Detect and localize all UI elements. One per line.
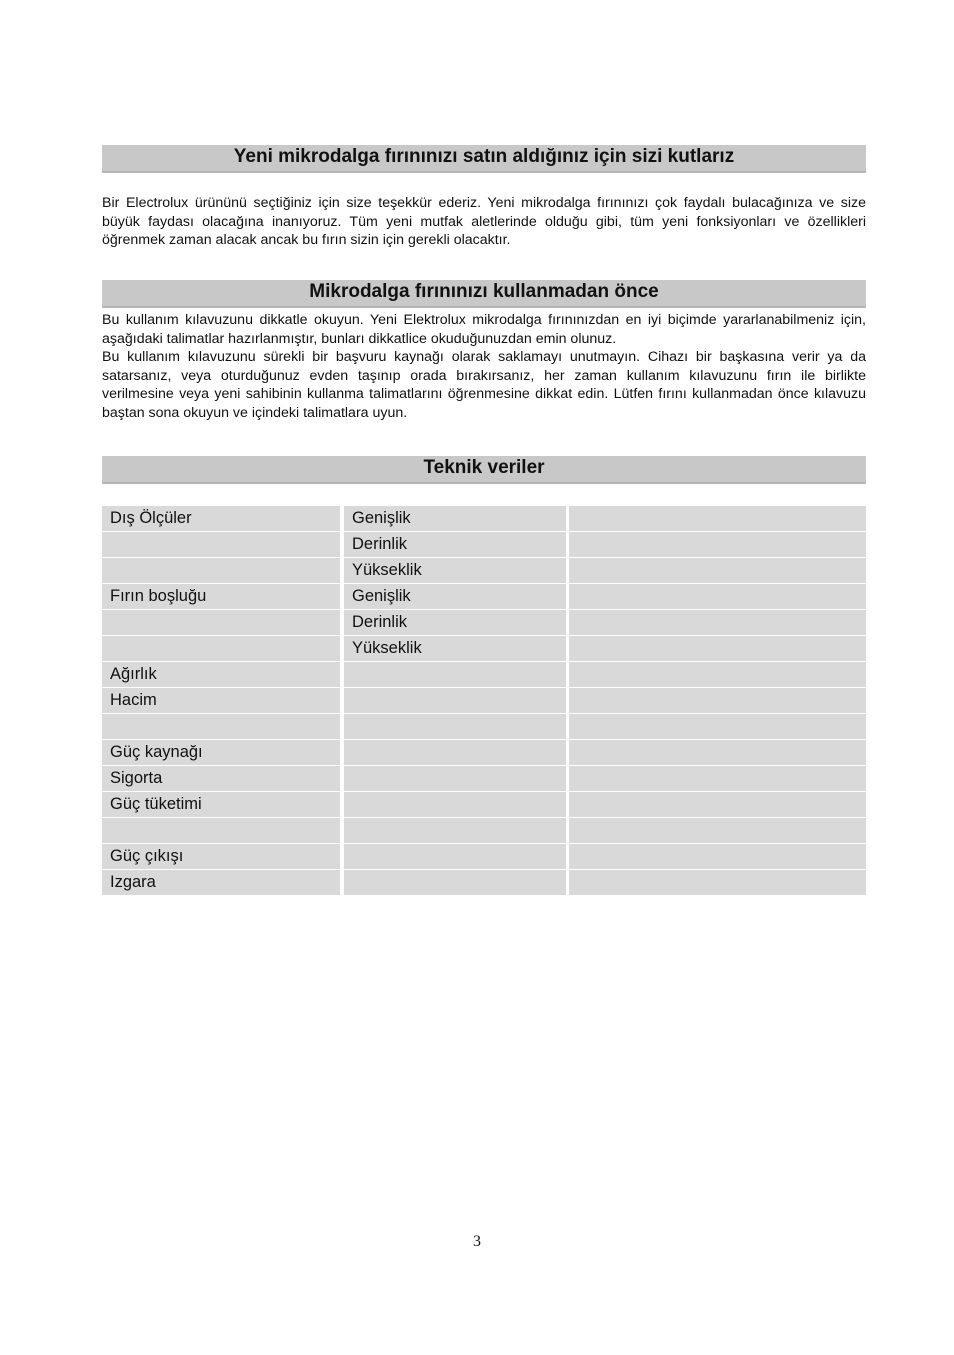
table-row bbox=[102, 714, 866, 739]
spec-value-cell bbox=[566, 610, 866, 635]
before-use-text-2: Bu kullanım kılavuzunu sürekli bir başvuru kaynağı olarak saklamayı unutmayın. Cihazı bir başkasına verir ya da satarsanız, veya oturduğunuz evden taşınıp orada bırakırsanız, her zaman kullanım kılavuzunu fırın ile birlikte verilmesine veya yeni sahibinin kullanma talimatlarını öğrenmesine dikkat edin. Lütfen fırını kullanmadan önce kılavuzu baştan sona okuyun ve içindeki talimatlara uyun. bbox=[102, 349, 866, 421]
table-row bbox=[102, 532, 866, 557]
spec-sublabel-cell bbox=[340, 740, 566, 765]
spec-value-cell bbox=[566, 792, 866, 817]
spec-sublabel-cell bbox=[340, 766, 566, 791]
table-row bbox=[102, 740, 866, 765]
table-row bbox=[102, 558, 866, 583]
spec-sublabel-cell bbox=[340, 688, 566, 713]
spec-value-cell bbox=[566, 636, 866, 661]
spec-label-cell: Sigorta bbox=[102, 766, 340, 791]
spec-sublabel-cell: Genişlik bbox=[340, 506, 566, 531]
spec-value-cell bbox=[566, 870, 866, 895]
spec-label-cell: Hacim bbox=[102, 688, 340, 713]
spec-label-cell bbox=[102, 558, 340, 583]
spec-label-cell bbox=[102, 532, 340, 557]
spec-sublabel-cell bbox=[340, 792, 566, 817]
table-row bbox=[102, 688, 866, 713]
spec-label-cell: Fırın boşluğu bbox=[102, 584, 340, 609]
table-row bbox=[102, 636, 866, 661]
before-use-text-1: Bu kullanım kılavuzunu dikkatle okuyun. Yeni Elektrolux mikrodalga fırınınızdan en iyi biçimde yararlanabilmeniz için, aşağıdaki talimatlar hazırlanmıştır, bunları dikkatlice okuduğunuzdan emin olunuz. bbox=[102, 312, 866, 347]
spec-label-cell: Güç çıkışı bbox=[102, 844, 340, 869]
table-row bbox=[102, 610, 866, 635]
spec-sublabel-cell: Derinlik bbox=[340, 610, 566, 635]
table-row bbox=[102, 844, 866, 869]
spec-value-cell bbox=[566, 662, 866, 687]
section-heading-congratulations: Yeni mikrodalga fırınınızı satın aldığınız için sizi kutlarız bbox=[102, 145, 866, 173]
technical-data-table bbox=[102, 505, 866, 896]
spec-value-cell bbox=[566, 844, 866, 869]
before-use-paragraphs bbox=[102, 311, 866, 422]
table-row bbox=[102, 662, 866, 687]
spec-sublabel-cell: Genişlik bbox=[340, 584, 566, 609]
spec-value-cell bbox=[566, 506, 866, 531]
table-row bbox=[102, 766, 866, 791]
spec-value-cell bbox=[566, 766, 866, 791]
spec-sublabel-cell bbox=[340, 662, 566, 687]
spec-label-cell: Güç kaynağı bbox=[102, 740, 340, 765]
spec-value-cell bbox=[566, 558, 866, 583]
section-heading-technical-data: Teknik veriler bbox=[102, 456, 866, 484]
spec-label-cell: Izgara bbox=[102, 870, 340, 895]
spec-value-cell bbox=[566, 714, 866, 739]
spec-label-cell: Güç tüketimi bbox=[102, 792, 340, 817]
spec-sublabel-cell: Yükseklik bbox=[340, 636, 566, 661]
spec-label-cell bbox=[102, 714, 340, 739]
table-row bbox=[102, 792, 866, 817]
spec-label-cell bbox=[102, 610, 340, 635]
table-row bbox=[102, 584, 866, 609]
spec-value-cell bbox=[566, 532, 866, 557]
spec-sublabel-cell bbox=[340, 844, 566, 869]
table-row bbox=[102, 870, 866, 895]
table-row bbox=[102, 818, 866, 843]
intro-text: Bir Electrolux ürününü seçtiğiniz için size teşekkür ederiz. Yeni mikrodalga fırınınızı çok faydalı bulacağınıza ve size büyük faydası olacağına inanıyoruz. Tüm yeni mutfak aletlerinde olduğu gibi, tüm yeni fonksiyonları ve özellikleri öğrenmek zaman alacak ancak bu fırın sizin için gerekli olacaktır. bbox=[102, 195, 866, 248]
spec-value-cell bbox=[566, 584, 866, 609]
spec-value-cell bbox=[566, 688, 866, 713]
spec-sublabel-cell bbox=[340, 818, 566, 843]
spec-sublabel-cell: Derinlik bbox=[340, 532, 566, 557]
spec-label-cell: Ağırlık bbox=[102, 662, 340, 687]
spec-sublabel-cell bbox=[340, 714, 566, 739]
spec-sublabel-cell: Yükseklik bbox=[340, 558, 566, 583]
spec-value-cell bbox=[566, 818, 866, 843]
spec-sublabel-cell bbox=[340, 870, 566, 895]
intro-paragraph bbox=[102, 194, 866, 250]
page-number: 3 bbox=[473, 1233, 481, 1250]
spec-label-cell bbox=[102, 636, 340, 661]
spec-value-cell bbox=[566, 740, 866, 765]
spec-label-cell: Dış Ölçüler bbox=[102, 506, 340, 531]
table-row bbox=[102, 506, 866, 531]
spec-label-cell bbox=[102, 818, 340, 843]
section-heading-before-use: Mikrodalga fırınınızı kullanmadan önce bbox=[102, 280, 866, 308]
